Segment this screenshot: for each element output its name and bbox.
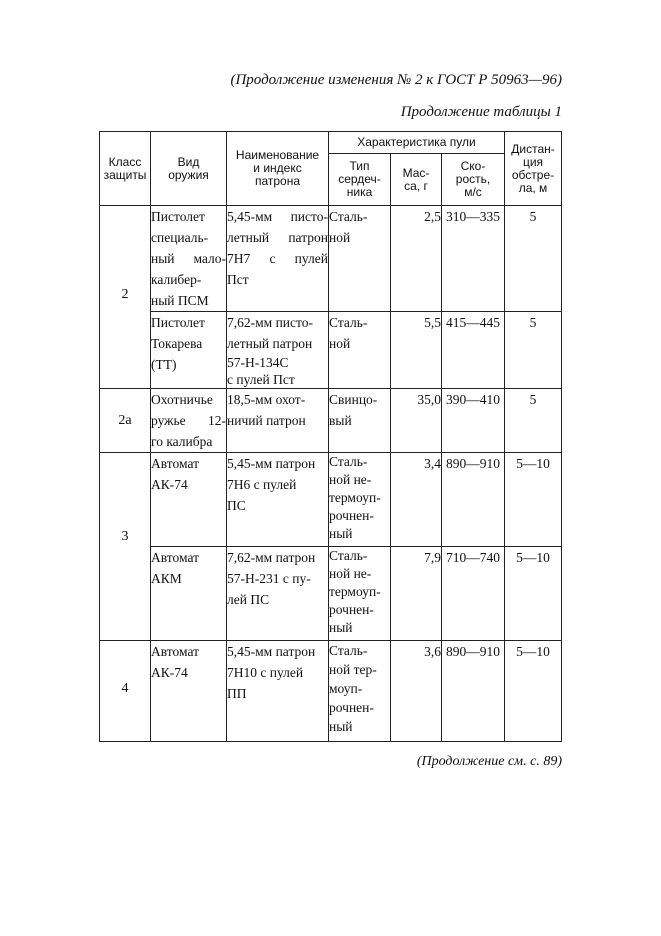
speed-cell: 890—910 — [442, 453, 505, 547]
cartridge-cell: 5,45-мм патрон 7Н6 с пулей ПС — [227, 453, 329, 547]
table-row — [100, 641, 562, 742]
header-weapon: Вид оружия — [151, 132, 227, 206]
speed-cell: 390—410 — [442, 389, 505, 453]
header-cartridge: Наименование и индекс патрона — [227, 132, 329, 206]
speed-cell: 415—445 — [442, 312, 505, 389]
header-bullet-characteristics: Характеристика пули — [329, 132, 505, 154]
core-type-cell: Сталь- ной не- термоуп- рочнен- ный — [329, 453, 391, 547]
core-type-cell: Сталь- ной — [329, 312, 391, 389]
weapon-cell: Автомат АК-74 — [151, 641, 227, 742]
distance-cell: 5 — [505, 312, 562, 389]
mass-cell: 35,0 — [391, 389, 442, 453]
mass-cell: 7,9 — [391, 547, 442, 641]
header-speed: Ско- рость, м/с — [442, 154, 505, 206]
distance-cell: 5—10 — [505, 547, 562, 641]
table-row — [100, 547, 562, 641]
distance-cell: 5—10 — [505, 641, 562, 742]
class-cell: 2а — [100, 389, 151, 453]
weapon-cell: Автомат АК-74 — [151, 453, 227, 547]
distance-cell: 5 — [505, 389, 562, 453]
core-type-cell: Сталь- ной тер- моуп- рочнен- ный — [329, 641, 391, 742]
speed-cell: 310—335 — [442, 206, 505, 312]
table-row — [100, 389, 562, 453]
mass-cell: 3,4 — [391, 453, 442, 547]
table-row — [100, 312, 562, 389]
mass-cell: 3,6 — [391, 641, 442, 742]
mass-cell: 2,5 — [391, 206, 442, 312]
header-distance: Дистан- ция обстре- ла, м — [505, 132, 562, 206]
class-cell: 4 — [100, 641, 151, 742]
mass-cell: 5,5 — [391, 312, 442, 389]
weapon-cell: Пистолет Токарева (ТТ) — [151, 312, 227, 389]
cartridge-cell: 5,45-мм писто- летный патрон 7Н7 с пулей Пст — [227, 206, 329, 312]
core-type-cell: Сталь- ной не- термоуп- рочнен- ный — [329, 547, 391, 641]
class-cell: 2 — [100, 206, 151, 389]
header-class: Класс защиты — [100, 132, 151, 206]
table-row — [100, 206, 562, 312]
class-cell: 3 — [100, 453, 151, 641]
speed-cell: 710—740 — [442, 547, 505, 641]
cartridge-cell: 7,62-мм писто- летный патрон 57-Н-134С с пулей Пст — [227, 312, 329, 389]
header-core-type: Тип сердеч- ника — [329, 154, 391, 206]
table-row — [100, 453, 562, 547]
speed-cell: 890—910 — [442, 641, 505, 742]
header-mass: Мас- са, г — [391, 154, 442, 206]
distance-cell: 5 — [505, 206, 562, 312]
continuation-footer: (Продолжение см. с. 89) — [416, 754, 562, 769]
bullet-resistance-table — [99, 131, 562, 742]
weapon-cell: Пистолет специаль- ный мало- калибер- ный ПСМ — [151, 206, 227, 312]
weapon-cell: Автомат АКМ — [151, 547, 227, 641]
table-continued-label: Продолжение таблицы 1 — [400, 104, 562, 120]
core-type-cell: Свинцо- вый — [329, 389, 391, 453]
cartridge-cell: 18,5-мм охот- ничий патрон — [227, 389, 329, 453]
weapon-cell: Охотничье ружье 12- го калибра — [151, 389, 227, 453]
core-type-cell: Сталь- ной — [329, 206, 391, 312]
cartridge-cell: 5,45-мм патрон 7Н10 с пулей ПП — [227, 641, 329, 742]
continuation-header: (Продолжение изменения № 2 к ГОСТ Р 50963—96) — [230, 72, 562, 88]
distance-cell: 5—10 — [505, 453, 562, 547]
cartridge-cell: 7,62-мм патрон 57-Н-231 с пу- лей ПС — [227, 547, 329, 641]
